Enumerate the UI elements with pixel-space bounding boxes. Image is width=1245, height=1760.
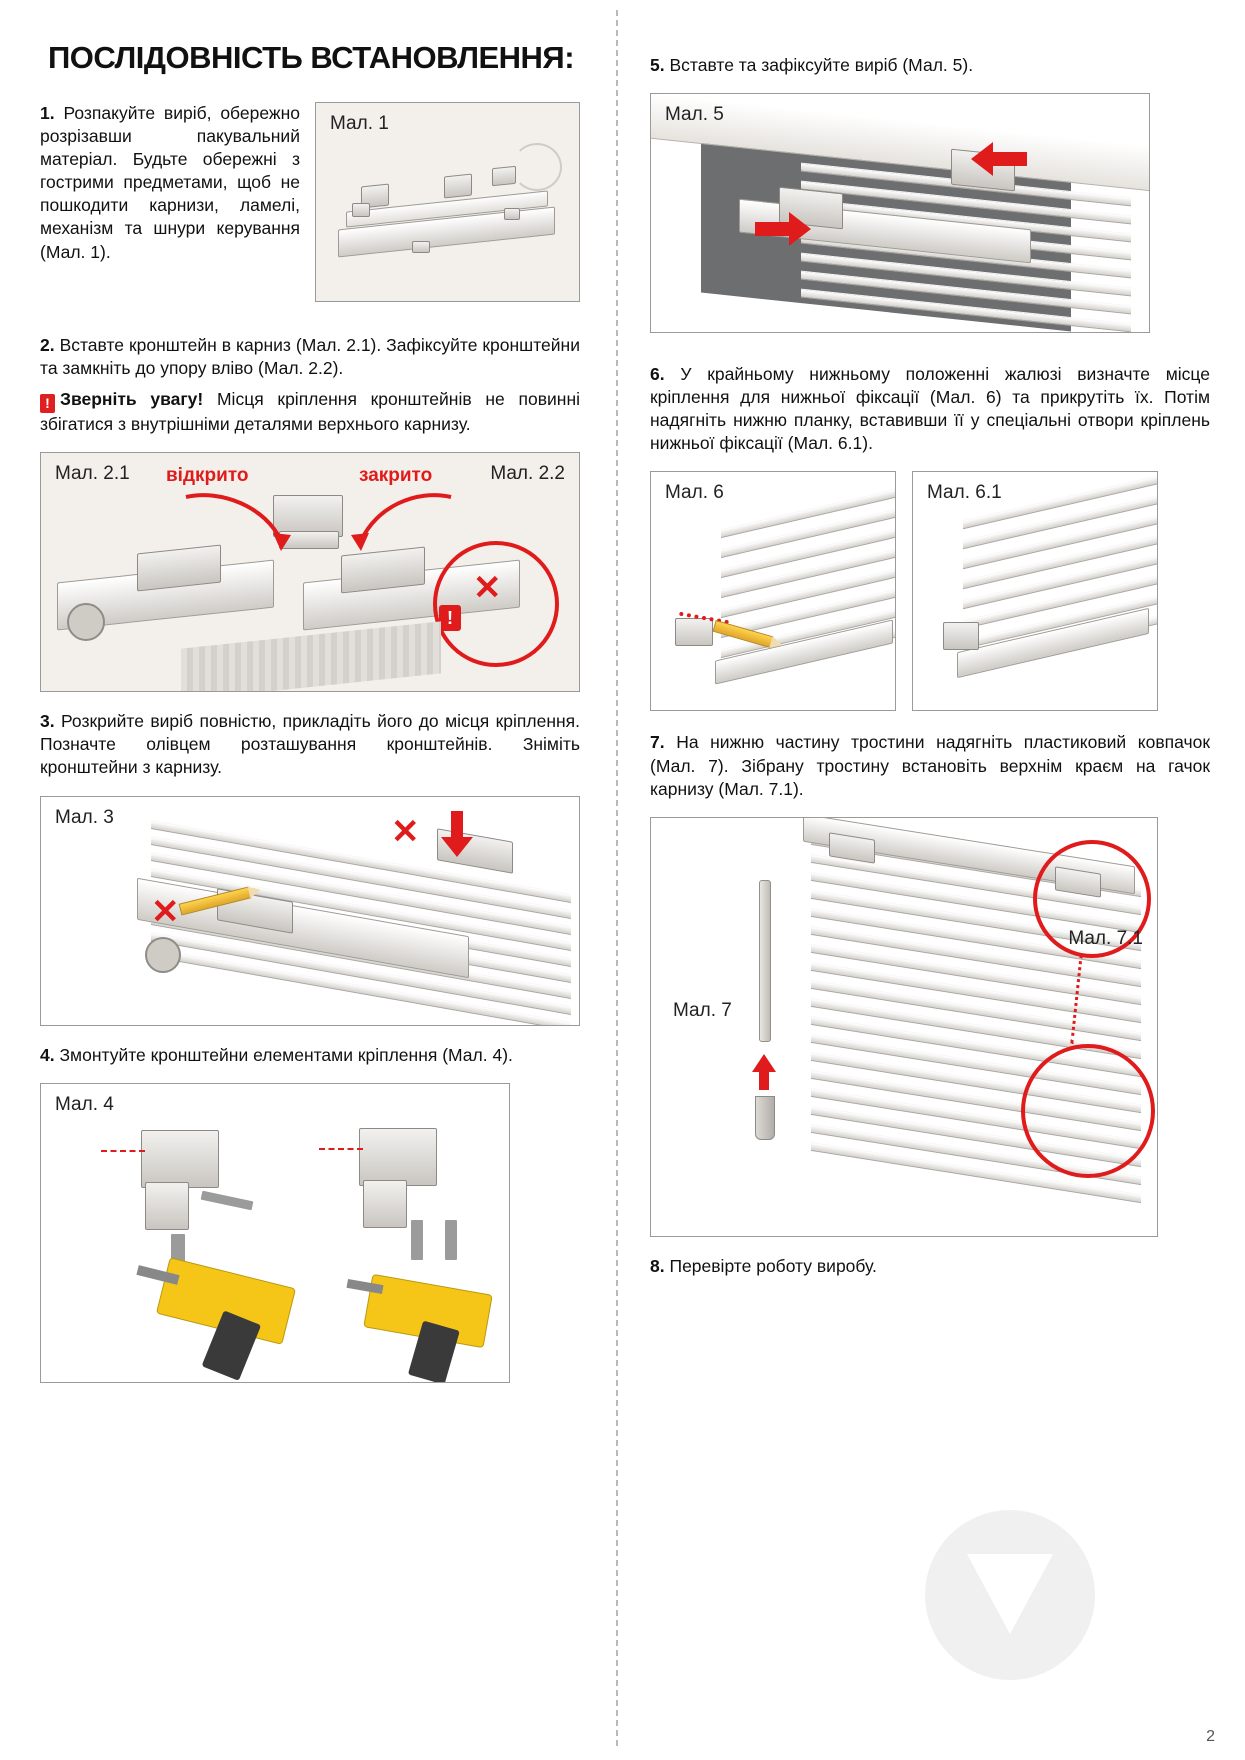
figure-2 <box>40 452 580 692</box>
page-title: ПОСЛІДОВНІСТЬ ВСТАНОВЛЕННЯ: <box>48 40 575 75</box>
step7-block <box>650 731 1210 800</box>
figure-6-caption: Мал. 6 <box>665 482 724 504</box>
dash-line-4b <box>319 1148 363 1150</box>
watermark-logo <box>925 1510 1095 1680</box>
step5-block <box>650 54 1210 77</box>
fig3-x-left: ✕ <box>151 892 180 931</box>
step8-number: 8. <box>650 1255 665 1276</box>
attention-text: Місця кріплення кронштейнів не повинні збігатися з внутрішніми деталями верхнього карнизу. <box>40 389 580 435</box>
step4-text: Змонтуйте кронштейни елементами кріплення (Мал. 4). <box>59 1044 513 1065</box>
figure-22-caption: Мал. 2.2 <box>490 463 565 485</box>
wand-rod <box>759 880 771 1042</box>
figure-6-row <box>650 471 1210 721</box>
arrow-insert-icon-2 <box>971 142 1031 178</box>
left-column <box>40 28 580 1401</box>
bracket-4b-foot <box>363 1180 407 1228</box>
step1-number: 1. <box>40 103 55 123</box>
step3-number: 3. <box>40 711 55 732</box>
step1-text-wrap <box>40 102 300 264</box>
figure-21-caption: Мал. 2.1 <box>55 463 130 485</box>
figure-7-caption: Мал. 7 <box>673 999 732 1021</box>
attention-word: Зверніть увагу! <box>60 389 204 410</box>
step3-block <box>40 710 580 779</box>
figure-4 <box>40 1083 510 1383</box>
bottom-fix-bracket-61 <box>943 622 979 650</box>
fig3-x-right: ✕ <box>391 812 420 851</box>
step1-text: Розпакуйте виріб, обережно розрізавши пакувальний матеріал. Будьте обережні з гострими предметами, щоб не пошкодити карнизи, ламелі, механізм та шнури керування (Мал. 1). <box>40 103 300 262</box>
figure-71-caption: Мал. 7.1 <box>1068 927 1143 949</box>
step5-number: 5. <box>650 55 665 75</box>
bracket-4a <box>141 1130 219 1188</box>
right-column <box>650 28 1210 1294</box>
drill-icon-1 <box>156 1257 296 1345</box>
step8-text: Перевірте роботу виробу. <box>669 1255 877 1276</box>
step1-block <box>40 102 580 312</box>
figure-6 <box>650 471 896 711</box>
arrow-insert-icon-1 <box>755 212 815 248</box>
step6-text: У крайньому нижньому положенні жалюзі визначте місце кріплення для нижньої фіксації (Мал. 6) та прикрутіть їх. Потім надягніть нижню планку, вставивши її у спеціальні отвори кріплень нижньої фіксації (Мал. 6.1). <box>650 364 1210 454</box>
page-edge <box>0 0 10 1760</box>
screw-4c <box>411 1220 423 1260</box>
wand-cap <box>755 1096 775 1140</box>
step5-text: Вставте та зафіксуйте виріб (Мал. 5). <box>669 55 974 75</box>
bracket-part-b <box>444 174 472 199</box>
figure-61-caption: Мал. 6.1 <box>927 482 1002 504</box>
wall-texture <box>181 622 441 693</box>
screw-4d <box>445 1220 457 1260</box>
step6-number: 6. <box>650 364 665 385</box>
bracket-4b <box>359 1128 437 1186</box>
step4-block <box>40 1044 580 1067</box>
page-number: 2 <box>1206 1728 1215 1745</box>
figure-1-caption: Мал. 1 <box>330 113 389 134</box>
attention-icon: ! <box>40 394 55 413</box>
step6-block <box>650 363 1210 455</box>
bottom-fix-bracket-6 <box>675 618 713 646</box>
figure-1 <box>315 102 580 302</box>
small-part-1 <box>352 203 370 217</box>
step2-number: 2. <box>40 335 55 355</box>
figure-4-caption: Мал. 4 <box>55 1093 114 1115</box>
step4-number: 4. <box>40 1044 55 1065</box>
label-open: відкрито <box>166 465 249 487</box>
error-x-icon: ✕ <box>473 569 502 608</box>
dash-line-4a <box>101 1150 145 1152</box>
step2-text: Вставте кронштейн в карниз (Мал. 2.1). Зафіксуйте кронштейни та замкніть до упору вліво (Мал. 2.2). <box>40 335 580 379</box>
warn-badge: ! <box>439 605 461 631</box>
small-part-3 <box>504 208 520 220</box>
detail-circle-bottom <box>1021 1044 1155 1178</box>
arrow-down-icon <box>437 811 477 861</box>
figure-61 <box>912 471 1158 711</box>
figure-3 <box>40 796 580 1026</box>
figure-7 <box>650 817 1158 1237</box>
screw-4a <box>201 1190 254 1210</box>
step2-block <box>40 334 580 436</box>
figure-5 <box>650 93 1150 333</box>
step3-text: Розкрийте виріб повністю, прикладіть його до місця кріплення. Позначте олівцем розташування кронштейнів. Зніміть кронштейни з карнизу. <box>40 711 580 778</box>
figure-5-caption: Мал. 5 <box>665 104 724 126</box>
endcap-left <box>67 603 105 641</box>
column-divider <box>616 10 618 1746</box>
step7-number: 7. <box>650 732 665 753</box>
endcap-3 <box>145 937 181 973</box>
step8-block <box>650 1255 1210 1278</box>
step7-text: На нижню частину тростини надягніть пластиковий ковпачок (Мал. 7). Зібрану тростину встановіть верхнім краєм на гачок карнизу (Мал. 7.1). <box>650 732 1210 799</box>
bracket-4a-foot <box>145 1182 189 1230</box>
small-part-2 <box>412 241 430 253</box>
label-closed: закрито <box>359 465 433 487</box>
cord-loop <box>512 143 562 191</box>
arrow-up-icon <box>751 1054 777 1090</box>
figure-3-caption: Мал. 3 <box>55 806 114 828</box>
